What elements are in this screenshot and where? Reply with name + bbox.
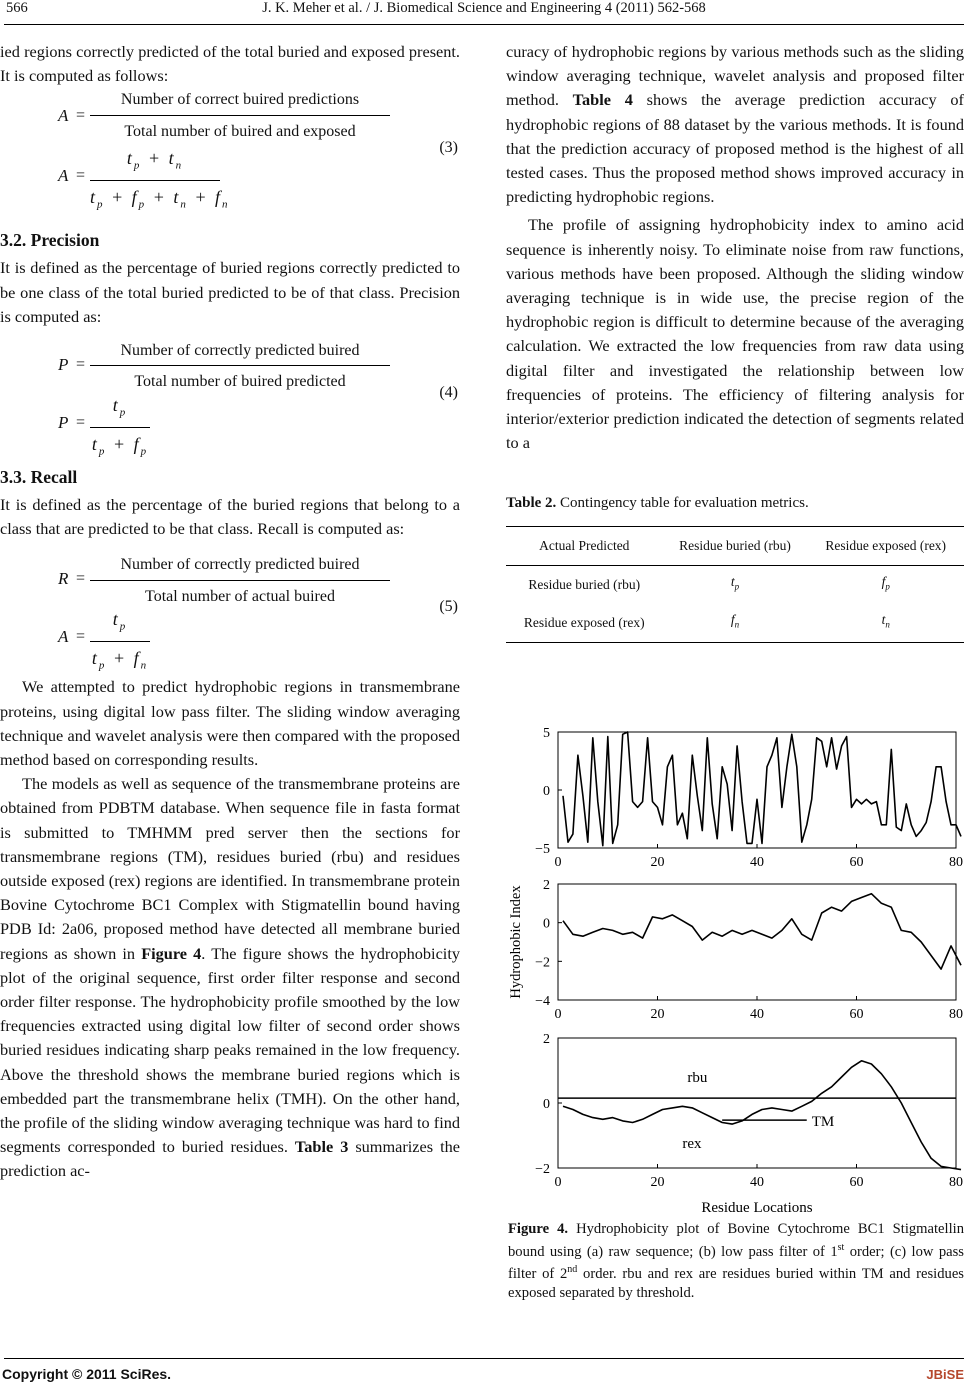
series-line-2: [563, 894, 961, 969]
annotation-rbu: rbu: [687, 1070, 708, 1087]
section-3-2-text: It is defined as the percentage of buried regions correctly predicted to be one class of the total buried predicted to be of that class. Precision is computed as:: [0, 258, 460, 326]
eq3-sym-num: $t_p + t_n$: [90, 146, 220, 181]
body-paragraph-2: [0, 772, 460, 1183]
x-tick-label: 20: [650, 1175, 665, 1190]
running-head: J. K. Meher et al. / J. Biomedical Science and Engineering 4 (2011) 562-568: [262, 0, 706, 16]
body-paragraph-1: We attempted to predict hydrophobic regions in transmembrane proteins, using digital low pass filter. The sliding window averaging technique and wavelet analysis were then compared with the proposed method based on corresponding results.: [0, 677, 460, 770]
table-header-cell: Residue exposed (rex): [825, 537, 947, 553]
table-2-caption: [506, 491, 964, 515]
figure-4: [506, 716, 966, 1216]
table-header-cell: Actual Predicted: [539, 537, 630, 553]
y-tick-label: −2: [535, 1162, 550, 1177]
x-tick-label: 0: [554, 855, 562, 870]
eq3-fraction-symbolic: [90, 146, 230, 217]
table-cell: [663, 565, 808, 604]
y-tick-label: 2: [543, 878, 550, 893]
eq4-numerator: Number of correctly predicted buired: [90, 339, 390, 366]
figure-4-caption-label: Figure 4.: [508, 1221, 569, 1237]
eq5-sym-den: $t_p + f_n$: [91, 648, 149, 672]
table-3-reference[interactable]: Table 3: [294, 1137, 349, 1157]
body-paragraph-2-c: summarizes the prediction ac-: [0, 1137, 460, 1181]
y-tick-label: 0: [543, 784, 550, 799]
eq3-numerator: Number of correct buired predictions: [90, 88, 390, 115]
eq5-numerator: Number of correctly predicted buired: [90, 553, 390, 580]
table-row: [506, 565, 964, 604]
page-header: [0, 0, 968, 26]
x-tick-label: 40: [750, 855, 764, 870]
eq4-op-b: =: [76, 414, 86, 432]
eq4-op: =: [76, 356, 86, 374]
eq5-label: (5): [439, 598, 458, 616]
figure-4-caption-a: Hydrophobicity plot of Bovine Cytochrome BC1 Stigmatellin bound using (a) raw sequence; (b) low pass filter of 1: [508, 1221, 964, 1260]
plot-frame-2: [558, 884, 956, 1000]
section-3-3-title: 3.3. Recall: [0, 467, 78, 488]
figure-4-caption-b: order; (c) low pass filter of 2: [508, 1243, 964, 1282]
equation-5: [0, 553, 460, 671]
eq5-var: R: [58, 569, 69, 589]
footer-rule: [4, 1358, 964, 1359]
cell-subscript: n: [885, 619, 890, 630]
figure-4-caption: [508, 1220, 964, 1302]
table-header-row: [506, 526, 964, 565]
eq5-op-b: =: [76, 628, 86, 646]
cell-symbol: f: [730, 612, 735, 628]
right-paragraph-2: The profile of assigning hydrophobicity index to amino acid sequence is inherently noisy. To eliminate noise from raw functions, various methods have been proposed. Although the sliding window averaging technique is in wide use, the precise region of the hydrophobic region is difficult to determine because of the averaging calculation. We extracted the low frequencies from raw data using digital filter and investigated the relationship between low frequencies of proteins. The efficiency of filtering analysis for interior/exterior prediction indicated the detection of segments related to a: [506, 215, 964, 453]
plot-frame-1: [558, 732, 956, 848]
y-tick-label: 0: [543, 916, 550, 932]
eq3-var-b: A: [58, 166, 69, 186]
contingency-table: [506, 526, 964, 643]
figure-4-caption-sup1: st: [837, 1241, 845, 1253]
figure-4-caption-c: order. rbu and rex are residues buried within TM and residues exposed separated by threshold.: [508, 1265, 964, 1301]
x-tick-label: 0: [554, 1007, 562, 1022]
right-paragraph-1: [506, 40, 964, 209]
cell-subscript: p: [734, 581, 740, 592]
x-tick-label: 40: [750, 1007, 764, 1022]
body-paragraph-2-a: The models as well as sequence of the transmembrane proteins are obtained from PDBTM database. When sequence file in fasta format is submitted to TMHMM pred server then the sections for transmembrane regions (TM), residues buried (rbu) and residues outside exposed (rex) regions are identified. In transmembrane protein Bovine Cytochrome BC1 Complex with Stigmatellin bound having PDB Id: 2a06, proposed method have detected all membrane buried regions as shown in: [0, 774, 460, 963]
eq5-var-b: A: [58, 627, 69, 647]
annotation-rex: rex: [682, 1136, 702, 1153]
y-axis-label: Hydrophobic Index: [508, 885, 524, 999]
x-tick-label: 80: [949, 1007, 963, 1022]
eq5-op: =: [76, 570, 86, 588]
eq5-fraction: [90, 553, 390, 608]
y-tick-label: −2: [535, 955, 550, 971]
table-cell: [663, 604, 808, 643]
eq3-sym-den: $t_p + f_p + t_n + f_n$: [90, 187, 230, 211]
y-tick-label: 2: [543, 1032, 550, 1047]
section-3-2-title: 3.2. Precision: [0, 230, 100, 251]
eq4-fraction-symbolic: [90, 393, 150, 464]
eq4-sym-num: $t_p$: [90, 393, 150, 428]
table-row-label: Residue exposed (rex): [523, 614, 645, 630]
equation-3: [0, 88, 460, 216]
y-tick-label: −4: [535, 994, 550, 1009]
eq4-denominator: Total number of buired predicted: [134, 373, 346, 391]
section-3-3-text: It is defined as the percentage of the buried regions that belong to a class that are predicted to be that class. Recall is computed as:: [0, 495, 460, 539]
x-tick-label: 40: [750, 1175, 764, 1190]
eq3-label: (3): [439, 139, 458, 157]
eq3-denominator: Total number of buired and exposed: [124, 122, 356, 140]
x-axis-label: Residue Locations: [701, 1200, 813, 1216]
eq4-var-b: P: [58, 413, 69, 433]
table-cell: [807, 604, 964, 643]
eq3-var: A: [58, 106, 69, 126]
y-tick-label: 0: [543, 1097, 550, 1112]
x-tick-label: 80: [949, 1175, 963, 1190]
body-paragraph-2-b: . The figure shows the hydrophobicity plot of the original sequence, first order filter response and second order filter response. The hydrophobicity profile smoothed by the low frequencies extracted using digital low filter of second order shows buried residues indicating sharp peaks remained in the low frequency. Above the threshold shows the membrane buried regions which is embedded part the transmembrane helix (TMH). On the other hand, the profile of the sliding window averaging technique was hard to find segments corresponded to buried residues.: [0, 943, 460, 1157]
cell-symbol: t: [730, 574, 735, 590]
left-column: [0, 40, 460, 1184]
eq5-denominator: Total number of actual buired: [145, 587, 335, 605]
table-cell: [807, 565, 964, 604]
x-tick-label: 20: [650, 1007, 665, 1022]
right-paragraph-1-a: curacy of hydrophobic regions by various methods such as the sliding window averaging technique, wavelet analysis and proposed filter method.: [506, 42, 964, 110]
eq5-sym-num: $t_p$: [90, 607, 150, 642]
plot-frame-3: [558, 1038, 956, 1168]
journal-logo-text: JBiSE: [926, 1367, 964, 1382]
page-number: 566: [6, 0, 28, 16]
figure-4-caption-sup2: nd: [567, 1264, 578, 1276]
y-tick-label: 5: [543, 726, 550, 741]
table-2-caption-label: Table 2.: [506, 495, 557, 512]
annotation-tm: TM: [811, 1114, 835, 1131]
copyright-text: Copyright © 2011 SciRes.: [2, 1366, 172, 1382]
right-paragraph-1-b: shows the average prediction accuracy of hydrophobic regions of 88 dataset by the various methods. It is found that the prediction accuracy of proposed method is the highest of all tested cases. Thus the proposed method shows improved accuracy in predicting hydrophobic regions.: [506, 90, 964, 207]
header-rule: [4, 24, 964, 25]
figure-4-plots: [506, 716, 966, 1216]
cell-subscript: p: [885, 581, 890, 592]
x-tick-label: 20: [650, 855, 665, 870]
x-tick-label: 0: [554, 1175, 562, 1190]
x-tick-label: 80: [949, 855, 963, 870]
figure-4-reference[interactable]: Figure 4: [141, 943, 202, 963]
table-4-reference[interactable]: Table 4: [572, 90, 633, 110]
right-column: [506, 40, 964, 643]
eq3-op-b: =: [76, 167, 86, 185]
page-footer: [0, 1358, 968, 1386]
table-2-caption-text: Contingency table for evaluation metrics.: [556, 495, 809, 512]
eq4-var: P: [58, 355, 69, 375]
table-row-label: Residue buried (rbu): [528, 576, 641, 592]
table-row: [506, 604, 964, 643]
x-tick-label: 60: [849, 855, 864, 870]
equation-4: [0, 339, 460, 458]
eq3-op: =: [76, 107, 86, 125]
cell-subscript: n: [734, 619, 740, 630]
series-line-3: [563, 1061, 961, 1170]
intro-paragraph: ied regions correctly predicted of the total buried and exposed present. It is computed as follows:: [0, 42, 460, 86]
series-line-1: [563, 732, 961, 846]
eq5-fraction-symbolic: [90, 607, 150, 678]
y-tick-label: −5: [535, 842, 550, 857]
table-header-cell: Residue buried (rbu): [679, 537, 791, 553]
eq4-label: (4): [439, 384, 458, 402]
eq3-fraction: [90, 88, 390, 143]
eq4-fraction: [90, 339, 390, 394]
eq4-sym-den: $t_p + f_p$: [91, 433, 149, 458]
x-tick-label: 60: [849, 1175, 864, 1190]
x-tick-label: 60: [849, 1007, 864, 1022]
cell-symbol: f: [881, 574, 886, 590]
cell-symbol: t: [881, 612, 886, 628]
